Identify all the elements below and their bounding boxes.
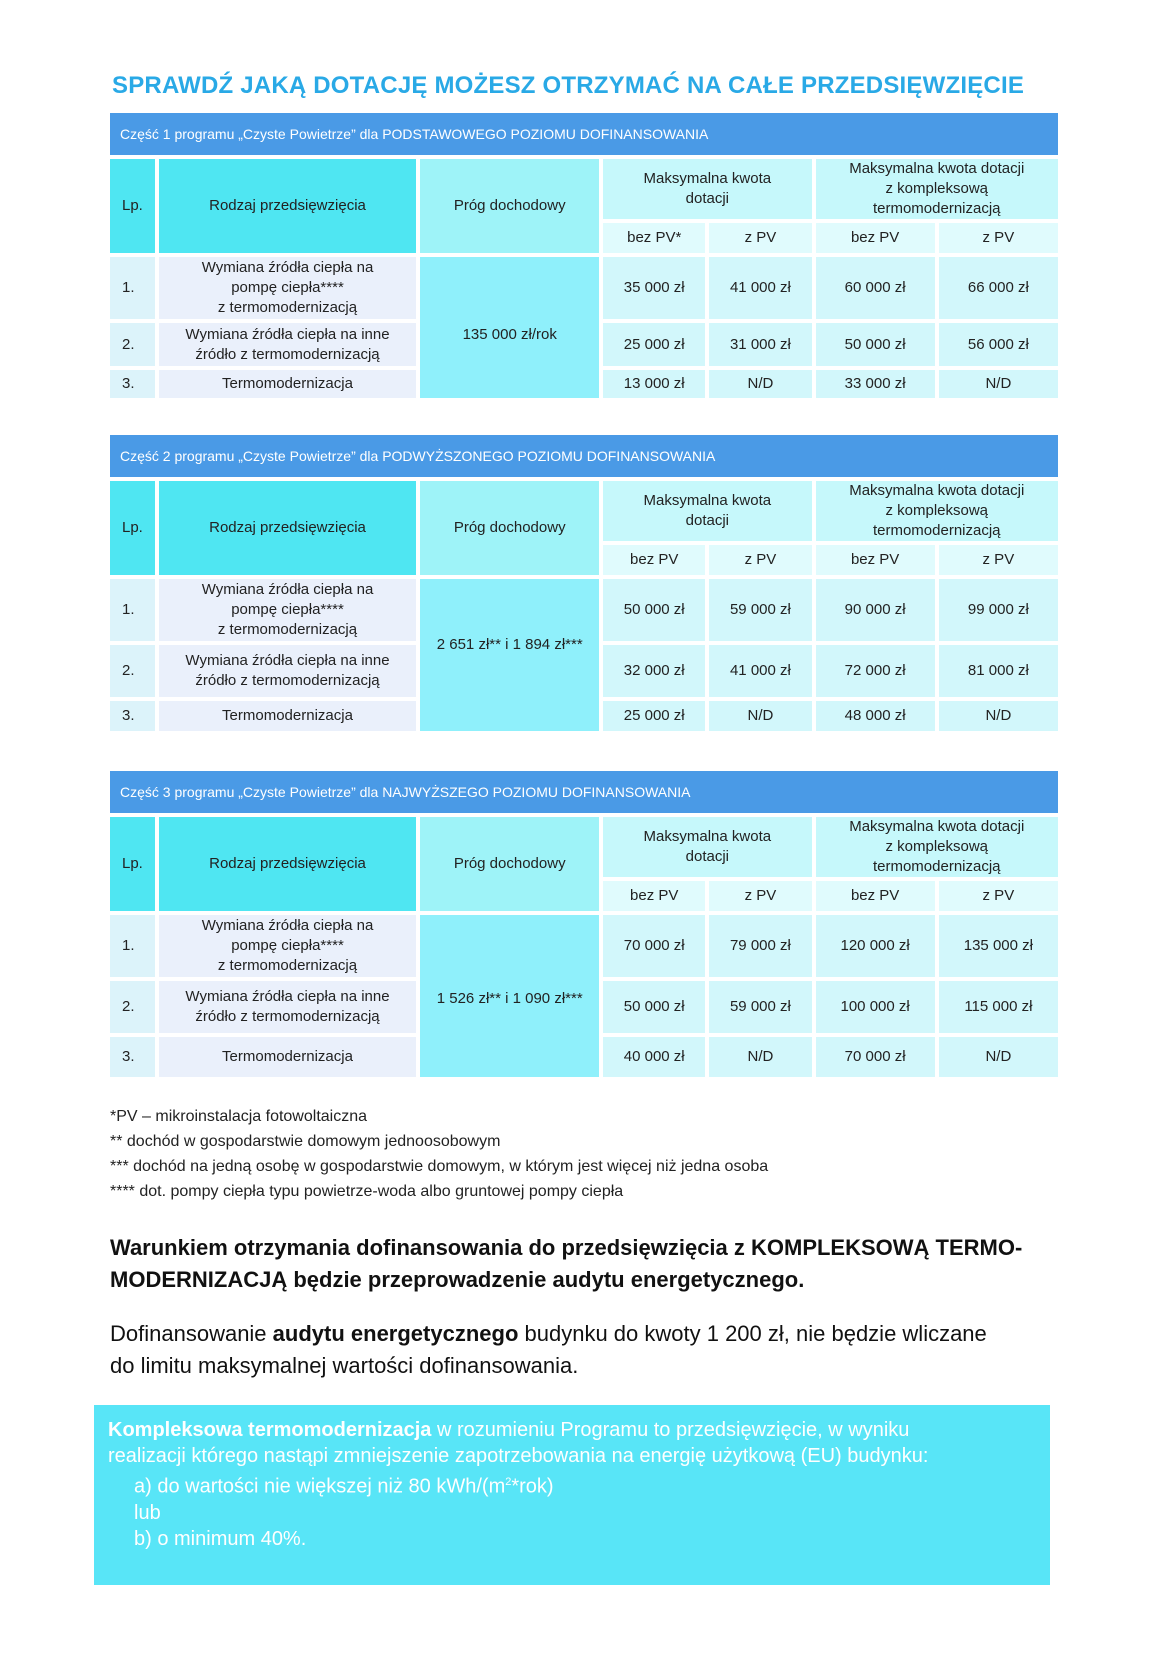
header-max: Maksymalna kwota dotacji (603, 159, 811, 219)
header-bez-pv: bez PV (816, 223, 935, 253)
threshold-value: 1 526 zł** i 1 090 zł*** (420, 915, 599, 1077)
section-3 (110, 771, 1058, 1081)
header-rodzaj: Rodzaj przedsięwzięcia (159, 159, 417, 253)
header-prog: Próg dochodowy (420, 817, 599, 911)
footnote: ** dochód w gospodarstwie domowym jednoosobowym (110, 1133, 501, 1150)
subsidy-table-1 (106, 155, 1062, 402)
header-z-pv: z PV (709, 223, 811, 253)
table-row: 3. Termomodernizacja 40 000 zł N/D 70 000 zł N/D (110, 1037, 1058, 1077)
header-z-pv: z PV (939, 881, 1058, 911)
threshold-value: 135 000 zł/rok (420, 257, 599, 398)
header-z-pv: z PV (709, 545, 811, 575)
audit-text: Dofinansowanie audytu energetycznego budynku do kwoty 1 200 zł, nie będzie wliczane do limitu maksymalnej wartości dofinansowania. (110, 1321, 987, 1378)
table-row: 2. Wymiana źródła ciepła na inne źródło z termomodernizacją 50 000 zł 59 000 zł 100 000 zł 115 000 zł (110, 981, 1058, 1033)
threshold-value: 2 651 zł** i 1 894 zł*** (420, 579, 599, 731)
header-lp: Lp. (110, 159, 155, 253)
header-max: Maksymalna kwota dotacji (603, 817, 811, 877)
section-heading: Część 3 programu „Czyste Powietrze” dla NAJWYŻSZEGO POZIOMU DOFINANSOWANIA (110, 771, 1058, 813)
header-max-kompleks: Maksymalna kwota dotacji z kompleksową termomodernizacją (816, 481, 1058, 541)
table-row: 2. Wymiana źródła ciepła na inne źródło z termomodernizacją 32 000 zł 41 000 zł 72 000 zł 81 000 zł (110, 645, 1058, 697)
header-bez-pv: bez PV (603, 881, 705, 911)
table-row: 1. Wymiana źródła ciepła na pompę ciepła**** z termomodernizacją 2 651 zł** i 1 894 zł*** 50 000 zł 59 000 zł 90 000 zł 99 000 zł (110, 579, 1058, 641)
header-bez-pv: bez PV (816, 881, 935, 911)
header-prog: Próg dochodowy (420, 159, 599, 253)
page-title: SPRAWDŹ JAKĄ DOTACJĘ MOŻESZ OTRZYMAĆ NA CAŁE PRZEDSIĘWZIĘCIE (112, 72, 1025, 99)
header-lp: Lp. (110, 817, 155, 911)
header-z-pv: z PV (709, 881, 811, 911)
table-row: 3. Termomodernizacja 13 000 zł N/D 33 000 zł N/D (110, 370, 1058, 398)
footnote: *PV – mikroinstalacja fotowoltaiczna (110, 1108, 368, 1125)
header-bez-pv: bez PV* (603, 223, 705, 253)
header-bez-pv: bez PV (816, 545, 935, 575)
footnote: **** dot. pompy ciepła typu powietrze-woda albo gruntowej pompy ciepła (110, 1183, 624, 1200)
section-heading: Część 2 programu „Czyste Powietrze” dla PODWYŻSZONEGO POZIOMU DOFINANSOWANIA (110, 435, 1058, 477)
subsidy-table-2 (106, 477, 1062, 735)
header-prog: Próg dochodowy (420, 481, 599, 575)
header-lp: Lp. (110, 481, 155, 575)
section-heading: Część 1 programu „Czyste Powietrze” dla PODSTAWOWEGO POZIOMU DOFINANSOWANIA (110, 113, 1058, 155)
subsidy-table-3 (106, 813, 1062, 1081)
header-z-pv: z PV (939, 545, 1058, 575)
table-row: 3. Termomodernizacja 25 000 zł N/D 48 000 zł N/D (110, 701, 1058, 731)
header-max-kompleks: Maksymalna kwota dotacji z kompleksową termomodernizacją (816, 159, 1058, 219)
section-2 (110, 435, 1058, 735)
header-max-kompleks: Maksymalna kwota dotacji z kompleksową termomodernizacją (816, 817, 1058, 877)
section-1 (110, 113, 1058, 402)
table-row: 1. Wymiana źródła ciepła na pompę ciepła**** z termomodernizacją 135 000 zł/rok 35 000 zł 41 000 zł 60 000 zł 66 000 zł (110, 257, 1058, 319)
table-row: 1. Wymiana źródła ciepła na pompę ciepła**** z termomodernizacją 1 526 zł** i 1 090 zł*** 70 000 zł 79 000 zł 120 000 zł 135 000 zł (110, 915, 1058, 977)
condition-text: Warunkiem otrzymania dofinansowania do przedsięwzięcia z KOMPLEKSOWĄ TERMO- MODERNIZACJĄ będzie przeprowadzenie audytu energetycznego. (110, 1235, 1023, 1292)
header-max: Maksymalna kwota dotacji (603, 481, 811, 541)
footnotes (110, 1104, 768, 1204)
header-z-pv: z PV (939, 223, 1058, 253)
header-rodzaj: Rodzaj przedsięwzięcia (159, 481, 417, 575)
header-bez-pv: bez PV (603, 545, 705, 575)
header-rodzaj: Rodzaj przedsięwzięcia (159, 817, 417, 911)
definition-box: Kompleksowa termomodernizacja w rozumieniu Programu to przedsięwzięcie, w wyniku realizacji którego nastąpi zmniejszenie zapotrzebowania na energię użytkową (EU) budynku: a) do wartości nie większej niż 80 kWh/$(m^2*rok)$ lub b) o minimum 40%. (94, 1405, 1050, 1585)
table-row: 2. Wymiana źródła ciepła na inne źródło z termomodernizacją 25 000 zł 31 000 zł 50 000 zł 56 000 zł (110, 323, 1058, 366)
footnote: *** dochód na jedną osobę w gospodarstwie domowym, w którym jest więcej niż jedna osoba (110, 1158, 769, 1175)
